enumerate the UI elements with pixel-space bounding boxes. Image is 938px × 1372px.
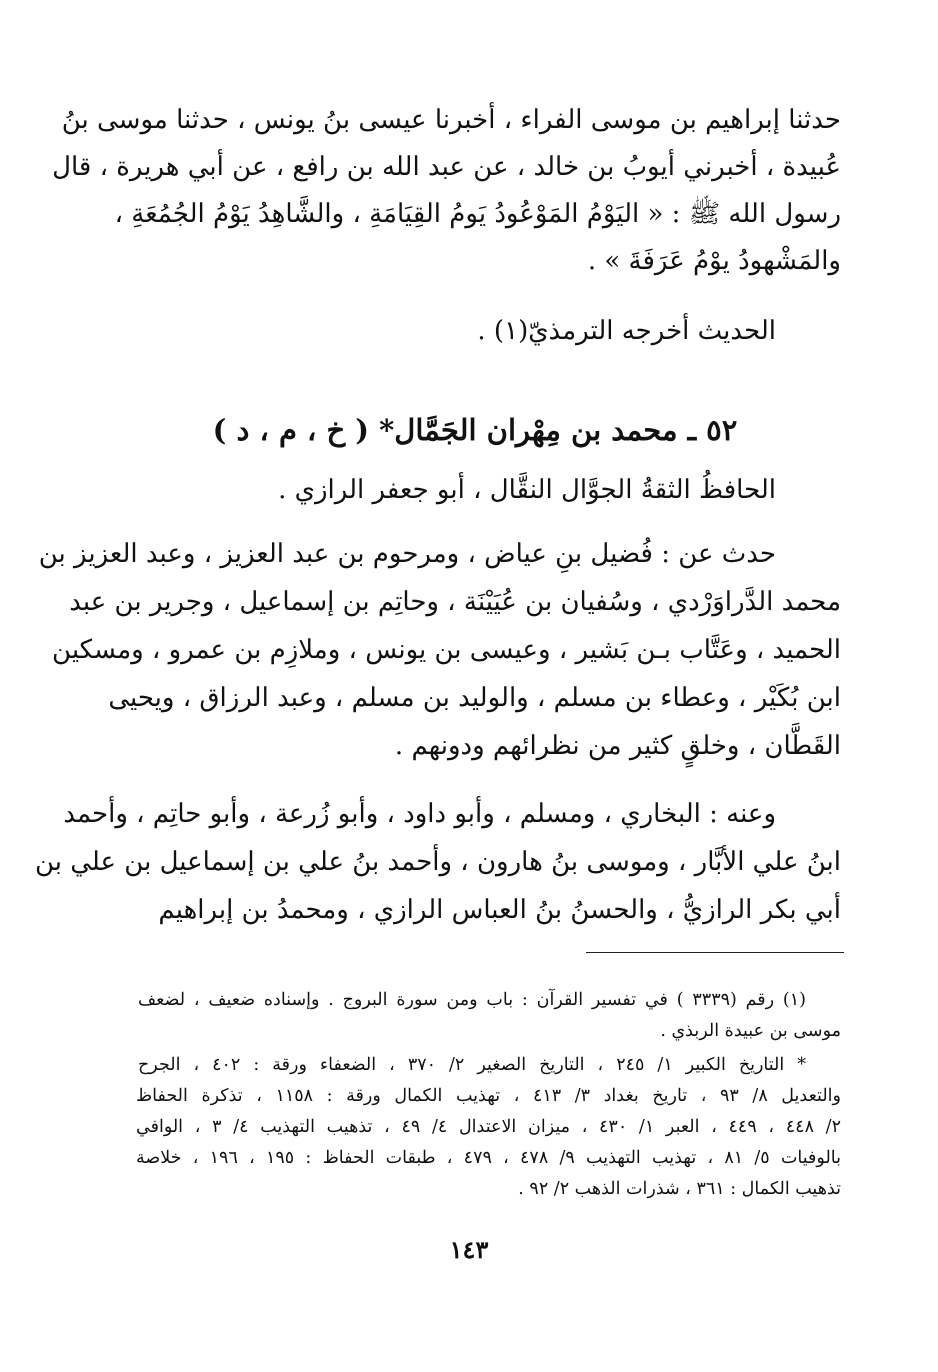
intro-line-3: رسول الله ﷺ : « اليَوْمُ المَوْعُودُ يَومُ القِيَامَةِ ، والشَّاهِدُ يَوْمُ الجُمُعَةِ ، xyxy=(114,199,841,229)
narrated-from-line-2: محمد الدَّراوَرْدي ، وسُفيان بن عُيَيْنَة ، وحاتِم بن إسماعيل ، وجرير بن عبد xyxy=(69,587,841,617)
takhrij-line: الحديث أخرجه الترمذيّ(١) . xyxy=(477,316,776,346)
narrated-from-line-3: الحميد ، وعَتَّاب بـن بَشير ، وعيسى بن يونس ، وملازِم بن عمرو ، ومسكين xyxy=(52,635,841,665)
intro-line-1: حدثنا إبراهيم بن موسى الفراء ، أخبرنا عيسى بنُ يونس ، حدثنا موسى بنُ xyxy=(61,105,841,135)
intro-line-2: عُبيدة ، أخبرني أيوبُ بن خالد ، عن عبد الله بن رافع ، عن أبي هريرة ، قال xyxy=(52,152,841,182)
footnote-star-line-4: بالوفيات ٥/ ٨١ ، تهذيب التهذيب ٩/ ٤٧٨ ، ٤٧٩ ، طبقات الحفاظ : ١٩٥ ، ١٩٦ ، خلاصة xyxy=(136,1148,841,1168)
footnote-separator xyxy=(586,952,844,953)
intro-line-4: والمَشْهودُ يوْمُ عَرَفَةَ » . xyxy=(587,246,841,276)
entry-epithet: الحافظُ الثقةُ الجوَّال النقَّال ، أبو جعفر الرازي . xyxy=(278,475,776,505)
narrated-by-line-2: ابنُ علي الأبَّار ، وموسى بنُ هارون ، وأحمد بنُ علي بن إسماعيل بن علي بن xyxy=(34,847,841,877)
entry-heading: ٥٢ ـ محمد بن مِهْران الجَمَّال* ( خ ، م ، د ) xyxy=(212,413,738,447)
page-number: ١٤٣ xyxy=(449,1235,489,1264)
narrated-by-line-1: وعنه : البخاري ، ومسلم ، وأبو داود ، وأبو زُرعة ، وأبو حاتِم ، وأحمد xyxy=(63,799,776,829)
footnote-star-line-5: تذهيب الكمال : ٣٦١ ، شذرات الذهب ٢/ ٩٢ . xyxy=(518,1179,841,1199)
narrated-from-line-5: القَطَّان ، وخلقٍ كثير من نظرائهم ودونهم . xyxy=(394,731,841,761)
footnote-1-line-1: (١) رقم (٣٣٣٩ ) في تفسير القرآن : باب ومن سورة البروج . وإسناده ضعيف ، لضعف xyxy=(138,990,806,1010)
footnote-star-line-1: * التاريخ الكبير ١/ ٢٤٥ ، التاريخ الصغير ٢/ ٣٧٠ ، الضعفاء ورقة : ٤٠٢ ، الجرح xyxy=(138,1055,806,1075)
narrated-from-line-1: حدث عن : فُضيل بنِ عياض ، ومرحوم بن عبد العزيز ، وعبد العزيز بن xyxy=(38,539,776,569)
footnote-star-line-2: والتعديل ٨/ ٩٣ ، تاريخ بغداد ٣/ ٤١٣ ، تهذيب الكمال ورقة : ١١٥٨ ، تذكرة الحفاظ xyxy=(136,1086,841,1106)
narrated-by-line-3: أبي بكر الرازيُّ ، والحسنُ بنُ العباس الرازي ، ومحمدُ بن إبراهيم xyxy=(158,895,841,925)
footnote-star-line-3: ٢/ ٤٤٨ ، ٤٤٩ ، العبر ١/ ٤٣٠ ، ميزان الاعتدال ٤/ ٤٩ ، تذهيب التهذيب ٤/ ٣ ، الوافي xyxy=(136,1117,841,1137)
narrated-from-line-4: ابن بُكَيْر ، وعطاء بن مسلم ، والوليد بن مسلم ، وعبد الرزاق ، ويحيى xyxy=(108,683,841,713)
footnote-1-line-2: موسى بن عبيدة الربذي . xyxy=(660,1021,841,1041)
